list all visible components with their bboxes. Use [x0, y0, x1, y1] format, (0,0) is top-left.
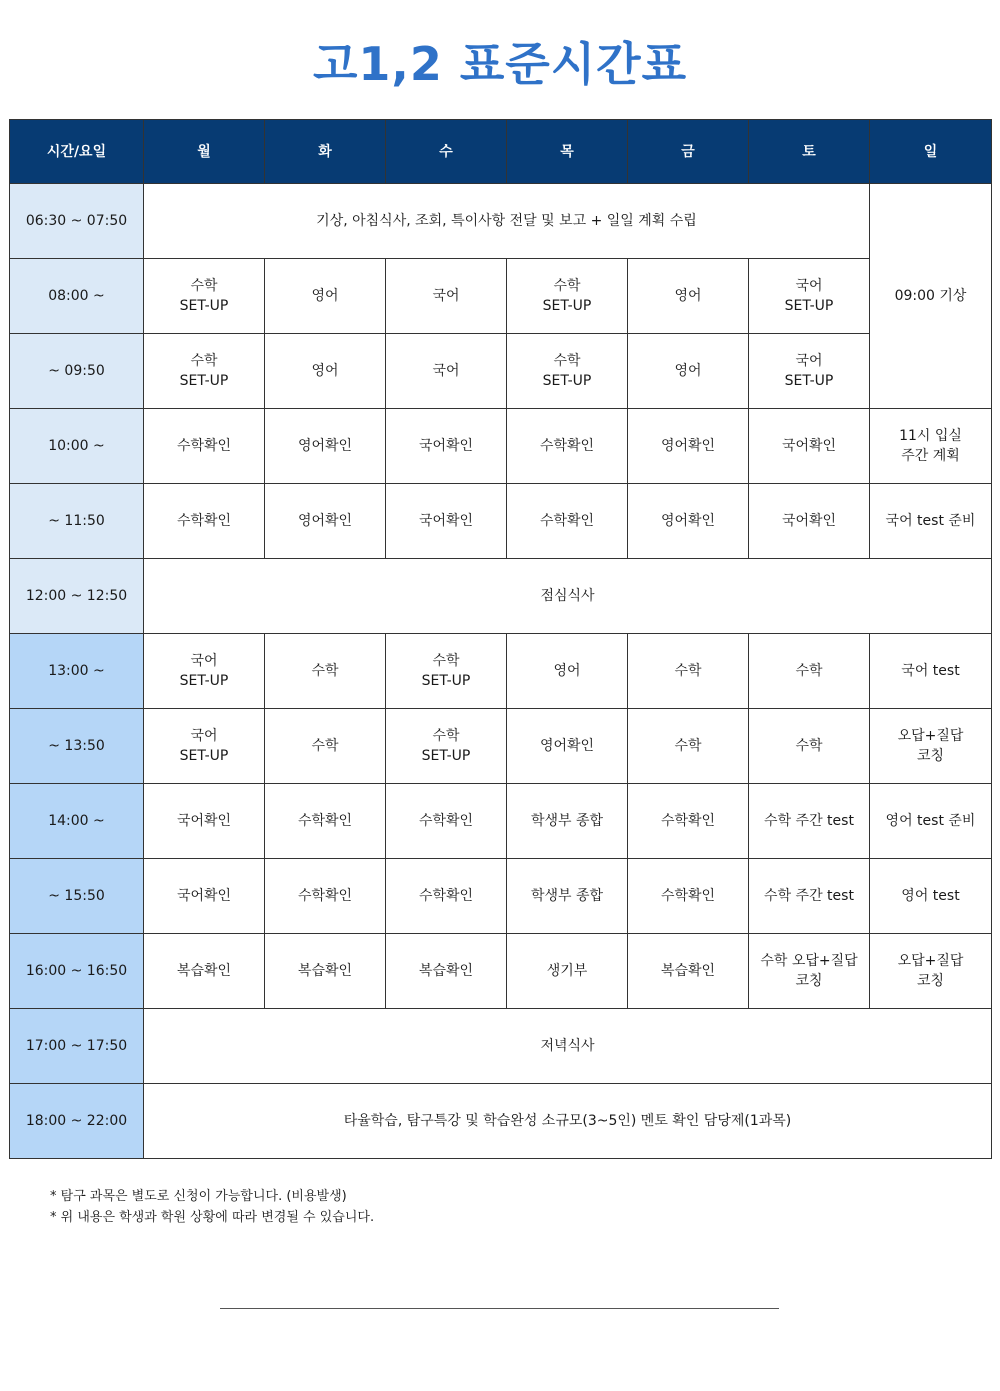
table-cell: 수학: [749, 634, 870, 709]
table-cell: 수학확인: [507, 484, 628, 559]
table-cell: 국어확인: [749, 409, 870, 484]
table-cell: 수학 SET-UP: [507, 259, 628, 334]
table-cell: 수학 SET-UP: [386, 709, 507, 784]
header-sun: 일: [870, 120, 992, 184]
table-cell: 복습확인: [144, 934, 265, 1009]
timetable: [9, 119, 992, 1159]
table-row: [10, 484, 992, 559]
table-cell: 국어확인: [749, 484, 870, 559]
table-cell: 영어: [628, 334, 749, 409]
table-cell: 국어확인: [386, 409, 507, 484]
table-cell: 국어 SET-UP: [749, 334, 870, 409]
table-cell: 수학 SET-UP: [507, 334, 628, 409]
table-cell: 수학확인: [144, 484, 265, 559]
sun-cell: 09:00 기상: [870, 184, 992, 409]
table-cell: 수학: [749, 709, 870, 784]
header-thu: 목: [507, 120, 628, 184]
table-cell: 국어: [386, 334, 507, 409]
table-row: [10, 259, 992, 334]
table-cell: 영어확인: [507, 709, 628, 784]
table-row: [10, 709, 992, 784]
divider-line: [220, 1308, 779, 1309]
notes: [50, 1186, 374, 1228]
table-cell: 수학 SET-UP: [144, 334, 265, 409]
table-row: [10, 784, 992, 859]
header-sat: 토: [749, 120, 870, 184]
table-cell: 수학확인: [386, 784, 507, 859]
table-cell: 오답+질답 코칭: [870, 934, 992, 1009]
time-cell: ~ 11:50: [10, 484, 144, 559]
time-cell: 06:30 ~ 07:50: [10, 184, 144, 259]
span-cell: 기상, 아침식사, 조회, 특이사항 전달 및 보고 + 일일 계획 수립: [144, 184, 870, 259]
header-row: [10, 120, 992, 184]
table-cell: 수학 오답+질답 코칭: [749, 934, 870, 1009]
table-cell: 영어: [628, 259, 749, 334]
table-cell: 수학: [628, 634, 749, 709]
table-cell: 국어확인: [144, 859, 265, 934]
table-row: [10, 859, 992, 934]
table-cell: 영어확인: [265, 484, 386, 559]
table-cell: 수학확인: [628, 859, 749, 934]
time-cell: 16:00 ~ 16:50: [10, 934, 144, 1009]
table-cell: 국어확인: [386, 484, 507, 559]
header-wed: 수: [386, 120, 507, 184]
table-cell: 복습확인: [628, 934, 749, 1009]
table-row: [10, 934, 992, 1009]
time-cell: 14:00 ~: [10, 784, 144, 859]
table-cell: 국어 SET-UP: [144, 709, 265, 784]
table-cell: 학생부 종합: [507, 859, 628, 934]
table-cell: 복습확인: [386, 934, 507, 1009]
span-cell: 타율학습, 탐구특강 및 학습완성 소규모(3~5인) 멘토 확인 담당제(1과목): [144, 1084, 992, 1159]
note-line: * 위 내용은 학생과 학원 상황에 따라 변경될 수 있습니다.: [50, 1210, 375, 1225]
header-mon: 월: [144, 120, 265, 184]
table-row: [10, 1084, 992, 1159]
span-cell: 저녁식사: [144, 1009, 992, 1084]
table-cell: 영어: [265, 259, 386, 334]
header-fri: 금: [628, 120, 749, 184]
time-cell: ~ 09:50: [10, 334, 144, 409]
table-cell: 수학확인: [265, 784, 386, 859]
time-cell: ~ 13:50: [10, 709, 144, 784]
table-cell: 복습확인: [265, 934, 386, 1009]
time-cell: 10:00 ~: [10, 409, 144, 484]
table-row: [10, 334, 992, 409]
time-cell: ~ 15:50: [10, 859, 144, 934]
table-cell: 11시 입실 주간 계획: [870, 409, 992, 484]
time-cell: 12:00 ~ 12:50: [10, 559, 144, 634]
table-cell: 영어: [265, 334, 386, 409]
table-cell: 영어 test: [870, 859, 992, 934]
table-cell: 생기부: [507, 934, 628, 1009]
table-cell: 수학: [628, 709, 749, 784]
table-cell: 수학 주간 test: [749, 859, 870, 934]
table-cell: 국어 test 준비: [870, 484, 992, 559]
table-cell: 수학확인: [265, 859, 386, 934]
table-row: [10, 409, 992, 484]
time-cell: 13:00 ~: [10, 634, 144, 709]
table-cell: 국어확인: [144, 784, 265, 859]
table-row: [10, 559, 992, 634]
table-cell: 수학 SET-UP: [386, 634, 507, 709]
span-cell: 점심식사: [144, 559, 992, 634]
table-cell: 국어 SET-UP: [749, 259, 870, 334]
header-tue: 화: [265, 120, 386, 184]
time-cell: 17:00 ~ 17:50: [10, 1009, 144, 1084]
table-cell: 수학: [265, 634, 386, 709]
table-cell: 국어 test: [870, 634, 992, 709]
table-cell: 수학확인: [628, 784, 749, 859]
table-cell: 오답+질답 코칭: [870, 709, 992, 784]
table-row: [10, 1009, 992, 1084]
table-cell: 영어확인: [628, 484, 749, 559]
time-cell: 18:00 ~ 22:00: [10, 1084, 144, 1159]
table-cell: 영어확인: [265, 409, 386, 484]
table-cell: 수학: [265, 709, 386, 784]
table-cell: 영어 test 준비: [870, 784, 992, 859]
table-cell: 수학확인: [144, 409, 265, 484]
header-time-day: 시간/요일: [10, 120, 144, 184]
table-cell: 수학확인: [507, 409, 628, 484]
time-cell: 08:00 ~: [10, 259, 144, 334]
table-cell: 수학확인: [386, 859, 507, 934]
table-cell: 학생부 종합: [507, 784, 628, 859]
table-cell: 국어: [386, 259, 507, 334]
page-title: 고1,2 표준시간표: [312, 37, 688, 91]
table-cell: 수학 SET-UP: [144, 259, 265, 334]
table-cell: 수학 주간 test: [749, 784, 870, 859]
table-cell: 국어 SET-UP: [144, 634, 265, 709]
table-row: [10, 634, 992, 709]
table-cell: 영어: [507, 634, 628, 709]
note-line: * 탐구 과목은 별도로 신청이 가능합니다. (비용발생): [50, 1189, 347, 1204]
table-cell: 영어확인: [628, 409, 749, 484]
table-row: [10, 184, 992, 259]
